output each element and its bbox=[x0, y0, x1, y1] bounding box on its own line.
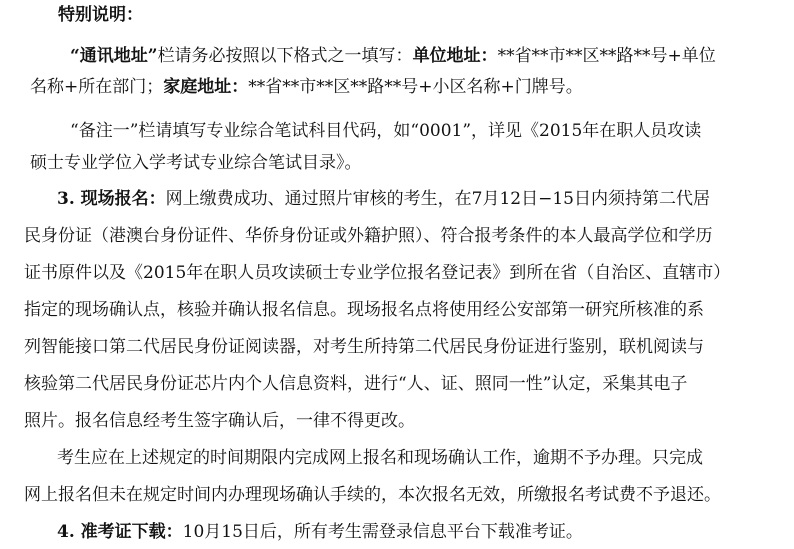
section-3-line-3: 证书原件以及《2015年在职人员攻读硕士专业学位报名登记表》到所在省（自治区、直辖市） bbox=[24, 263, 731, 283]
home-address-label: 家庭地址： bbox=[163, 77, 249, 97]
note-remark-line-1: “备注一”栏请填写专业综合笔试科目代码，如“0001”，详见《2015年在职人员攻读 bbox=[70, 121, 702, 141]
note-address-line-1 bbox=[70, 45, 794, 67]
heading-special-notes: 特别说明： bbox=[58, 5, 143, 25]
section-4-text: 10月15日后，所有考生需登录信息平台下载准考证。 bbox=[182, 522, 583, 542]
section-3-line-7: 照片。报名信息经考生签字确认后，一律不得更改。 bbox=[24, 411, 415, 431]
address-field-label: “通讯地址” bbox=[70, 46, 158, 66]
section-3-text: 网上缴费成功、通过照片审核的考生，在7月12日−15日内须持第二代居 bbox=[165, 189, 710, 209]
section-3-line-5: 列智能接口第二代居民身份证阅读器，对考生所持第二代居民身份证进行鉴别，联机阅读与 bbox=[24, 337, 704, 357]
deadline-paragraph-line-2: 网上报名但未在规定时间内办理现场确认手续的，本次报名无效，所缴报名考试费不予退还。 bbox=[24, 485, 721, 505]
section-3-line-4: 指定的现场确认点，核验并确认报名信息。现场报名点将使用经公安部第一研究所核准的系 bbox=[24, 300, 704, 320]
section-3-line-1 bbox=[57, 188, 794, 210]
section-3-line-6: 核验第二代居民身份证芯片内个人信息资料，进行“人、证、照同一性”认定，采集其电子 bbox=[24, 374, 688, 394]
work-address-label: 单位地址： bbox=[412, 46, 498, 66]
section-4-line bbox=[57, 521, 794, 543]
work-address-format: **省**市**区**路**号+单位 bbox=[497, 46, 716, 66]
section-3-title: 3. 现场报名： bbox=[57, 189, 166, 209]
deadline-paragraph-line-1: 考生应在上述规定的时间期限内完成网上报名和现场确认工作，逾期不予办理。只完成 bbox=[57, 448, 703, 468]
home-address-format: **省**市**区**路**号+小区名称+门牌号。 bbox=[248, 77, 583, 97]
section-3-line-2: 民身份证（港澳台身份证件、华侨身份证或外籍护照）、符合报考条件的本人最高学位和学历 bbox=[24, 226, 713, 246]
note-remark-line-2: 硕士专业学位入学考试专业综合笔试目录》。 bbox=[30, 153, 362, 173]
address-instruction: 栏请务必按照以下格式之一填写： bbox=[157, 46, 413, 66]
work-address-format-cont: 名称+所在部门； bbox=[30, 77, 164, 97]
section-4-title: 4. 准考证下载： bbox=[57, 522, 183, 542]
note-address-line-2 bbox=[30, 76, 794, 98]
